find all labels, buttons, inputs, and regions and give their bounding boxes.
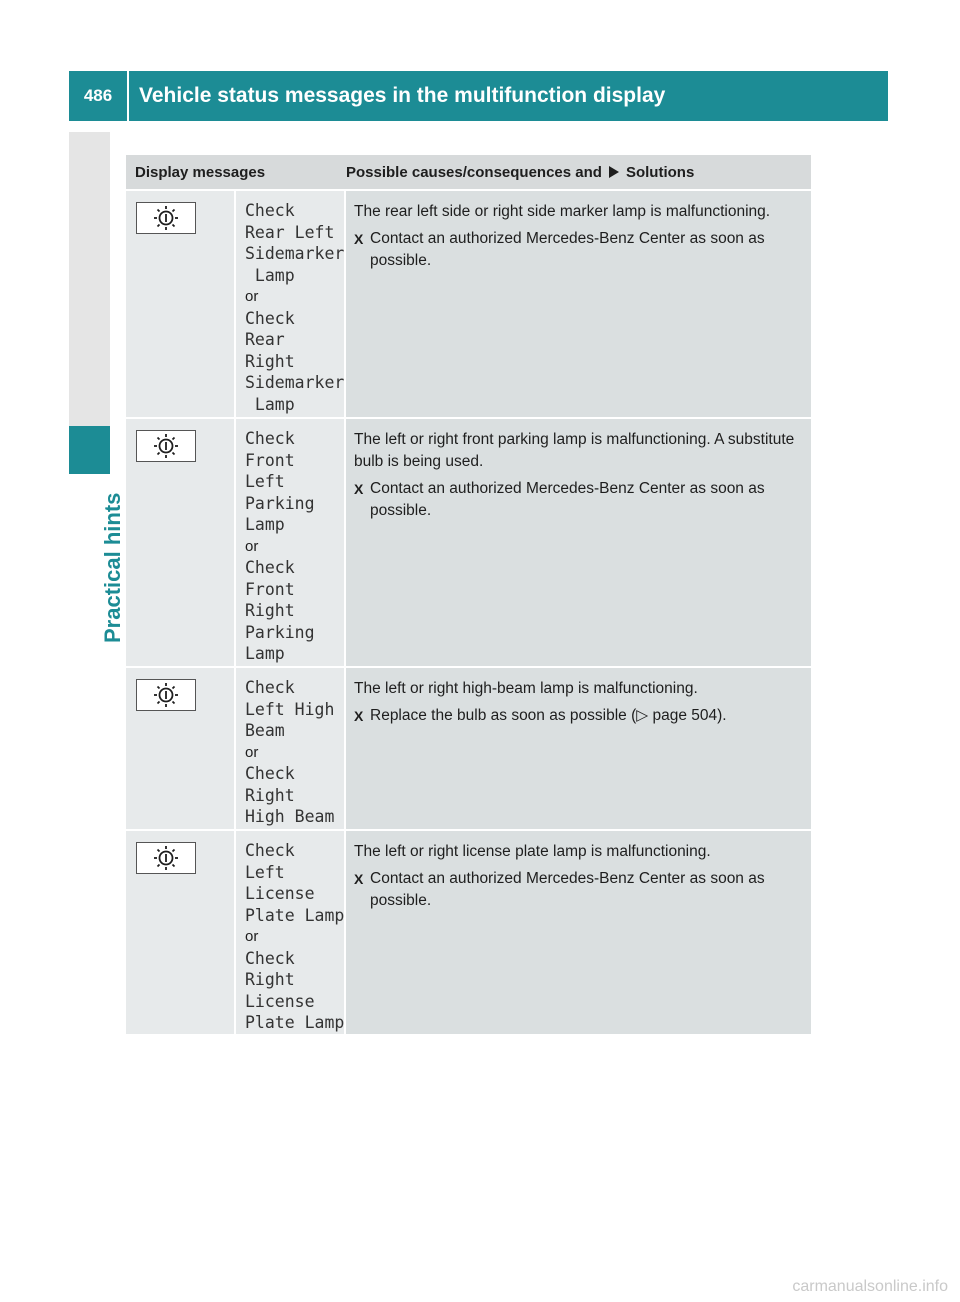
solution-step: [354, 478, 805, 522]
display-message-line: Right: [245, 785, 295, 805]
step-arrow-icon: X: [354, 231, 364, 247]
column-header-solutions-suffix: Solutions: [625, 163, 695, 181]
icon-frame: [136, 679, 196, 711]
display-message-line: Lamp: [245, 394, 295, 414]
solution-step: [354, 868, 805, 912]
solution-cell: [346, 831, 811, 1034]
table-row: [126, 419, 811, 668]
page-number: 486: [83, 86, 113, 105]
solution-cell: [346, 419, 811, 666]
display-message-line: Check: [245, 764, 295, 783]
display-message-line: Plate Lamp: [245, 905, 345, 925]
solution-cell: [346, 191, 811, 417]
display-message-line: Check: [245, 201, 295, 220]
solution-step-text: Contact an authorized Mercedes-Benz Center as soon as possible.: [370, 480, 765, 519]
lamp-malfunction-icon: [151, 205, 181, 231]
solution-step-text: Replace the bulb as soon as possible (▷ page 504).: [370, 707, 727, 724]
display-message-line: Check: [245, 678, 295, 697]
display-message-line: Parking: [245, 622, 315, 642]
message-separator-or: or: [245, 743, 259, 761]
display-message-line: Front: [245, 579, 295, 599]
display-message-line: Right: [245, 970, 295, 989]
display-message-line: Right: [245, 351, 295, 371]
display-message-line: Check: [245, 308, 295, 328]
lamp-malfunction-icon: [151, 845, 181, 871]
display-message-line: Rear Left: [245, 222, 335, 242]
display-message-line: High Beam: [245, 807, 335, 826]
message-separator-or: or: [245, 928, 259, 945]
solution-cell: [346, 668, 811, 829]
display-message-line: Sidemarker: [245, 373, 345, 392]
display-message-line: Check: [245, 948, 295, 968]
display-message-cell: [236, 668, 346, 829]
column-header-solutions-text: Possible causes/consequences and: [346, 163, 602, 181]
column-header-solutions: [338, 155, 811, 189]
icon-cell: [126, 668, 236, 829]
step-arrow-icon: [607, 165, 621, 179]
header-divider: [127, 71, 129, 121]
page-title: Vehicle status messages in the multifunction display: [139, 84, 666, 107]
cause-text: The left or right high-beam lamp is malfunctioning.: [354, 680, 698, 697]
table-header: [126, 155, 811, 191]
step-arrow-icon: X: [354, 481, 364, 497]
display-message-line: Check: [245, 558, 295, 577]
status-message-table: [126, 155, 811, 1036]
display-message-line: Sidemarker: [245, 244, 345, 263]
column-header-display-messages: Display messages: [135, 163, 266, 181]
solution-step: [354, 228, 805, 272]
solution-step-text: Contact an authorized Mercedes-Benz Center as soon as possible.: [370, 230, 765, 269]
display-message-line: Left: [245, 862, 285, 882]
display-message-line: Beam: [245, 721, 285, 740]
solution-step: [354, 705, 805, 727]
icon-frame: [136, 842, 196, 874]
lamp-malfunction-icon: [151, 682, 181, 708]
display-message-line: License: [245, 884, 315, 903]
icon-cell: [126, 831, 236, 1034]
cause-text: The rear left side or right side marker lamp is malfunctioning.: [354, 203, 771, 220]
display-message-line: Left High: [245, 699, 335, 719]
message-separator-or: or: [245, 288, 259, 305]
display-message-line: Rear: [245, 330, 285, 349]
table-row: [126, 191, 811, 419]
step-arrow-icon: X: [354, 871, 364, 887]
icon-cell: [126, 191, 236, 417]
page-header: [69, 71, 888, 121]
display-message-line: Lamp: [245, 265, 295, 285]
cause-text: The left or right front parking lamp is malfunctioning. A substitute bulb is being used.: [354, 431, 795, 470]
display-message-line: Lamp: [245, 644, 285, 663]
table-row: [126, 668, 811, 831]
display-message-line: Right: [245, 601, 295, 620]
display-message-line: Check: [245, 429, 295, 448]
icon-frame: [136, 430, 196, 462]
display-message-line: Parking: [245, 493, 315, 513]
step-arrow-icon: X: [354, 708, 364, 724]
table-row: [126, 831, 811, 1036]
side-tab-label: Practical hints: [100, 492, 125, 643]
display-message-cell: [236, 831, 346, 1034]
display-message-cell: [236, 191, 346, 417]
icon-frame: [136, 202, 196, 234]
lamp-malfunction-icon: [151, 433, 181, 459]
footer-watermark: carmanualsonline.info: [792, 1278, 948, 1295]
display-message-line: Lamp: [245, 515, 285, 534]
display-message-line: Check: [245, 841, 295, 860]
side-tab-marker: [69, 426, 110, 474]
side-tab-background: [69, 132, 110, 474]
icon-cell: [126, 419, 236, 666]
cause-text: The left or right license plate lamp is malfunctioning.: [354, 843, 711, 860]
display-message-cell: [236, 419, 346, 666]
display-message-line: License: [245, 991, 315, 1011]
display-message-line: Left: [245, 472, 285, 491]
solution-step-text: Contact an authorized Mercedes-Benz Center as soon as possible.: [370, 870, 765, 909]
display-message-line: Plate Lamp: [245, 1013, 345, 1032]
display-message-line: Front: [245, 450, 295, 470]
message-separator-or: or: [245, 537, 259, 555]
